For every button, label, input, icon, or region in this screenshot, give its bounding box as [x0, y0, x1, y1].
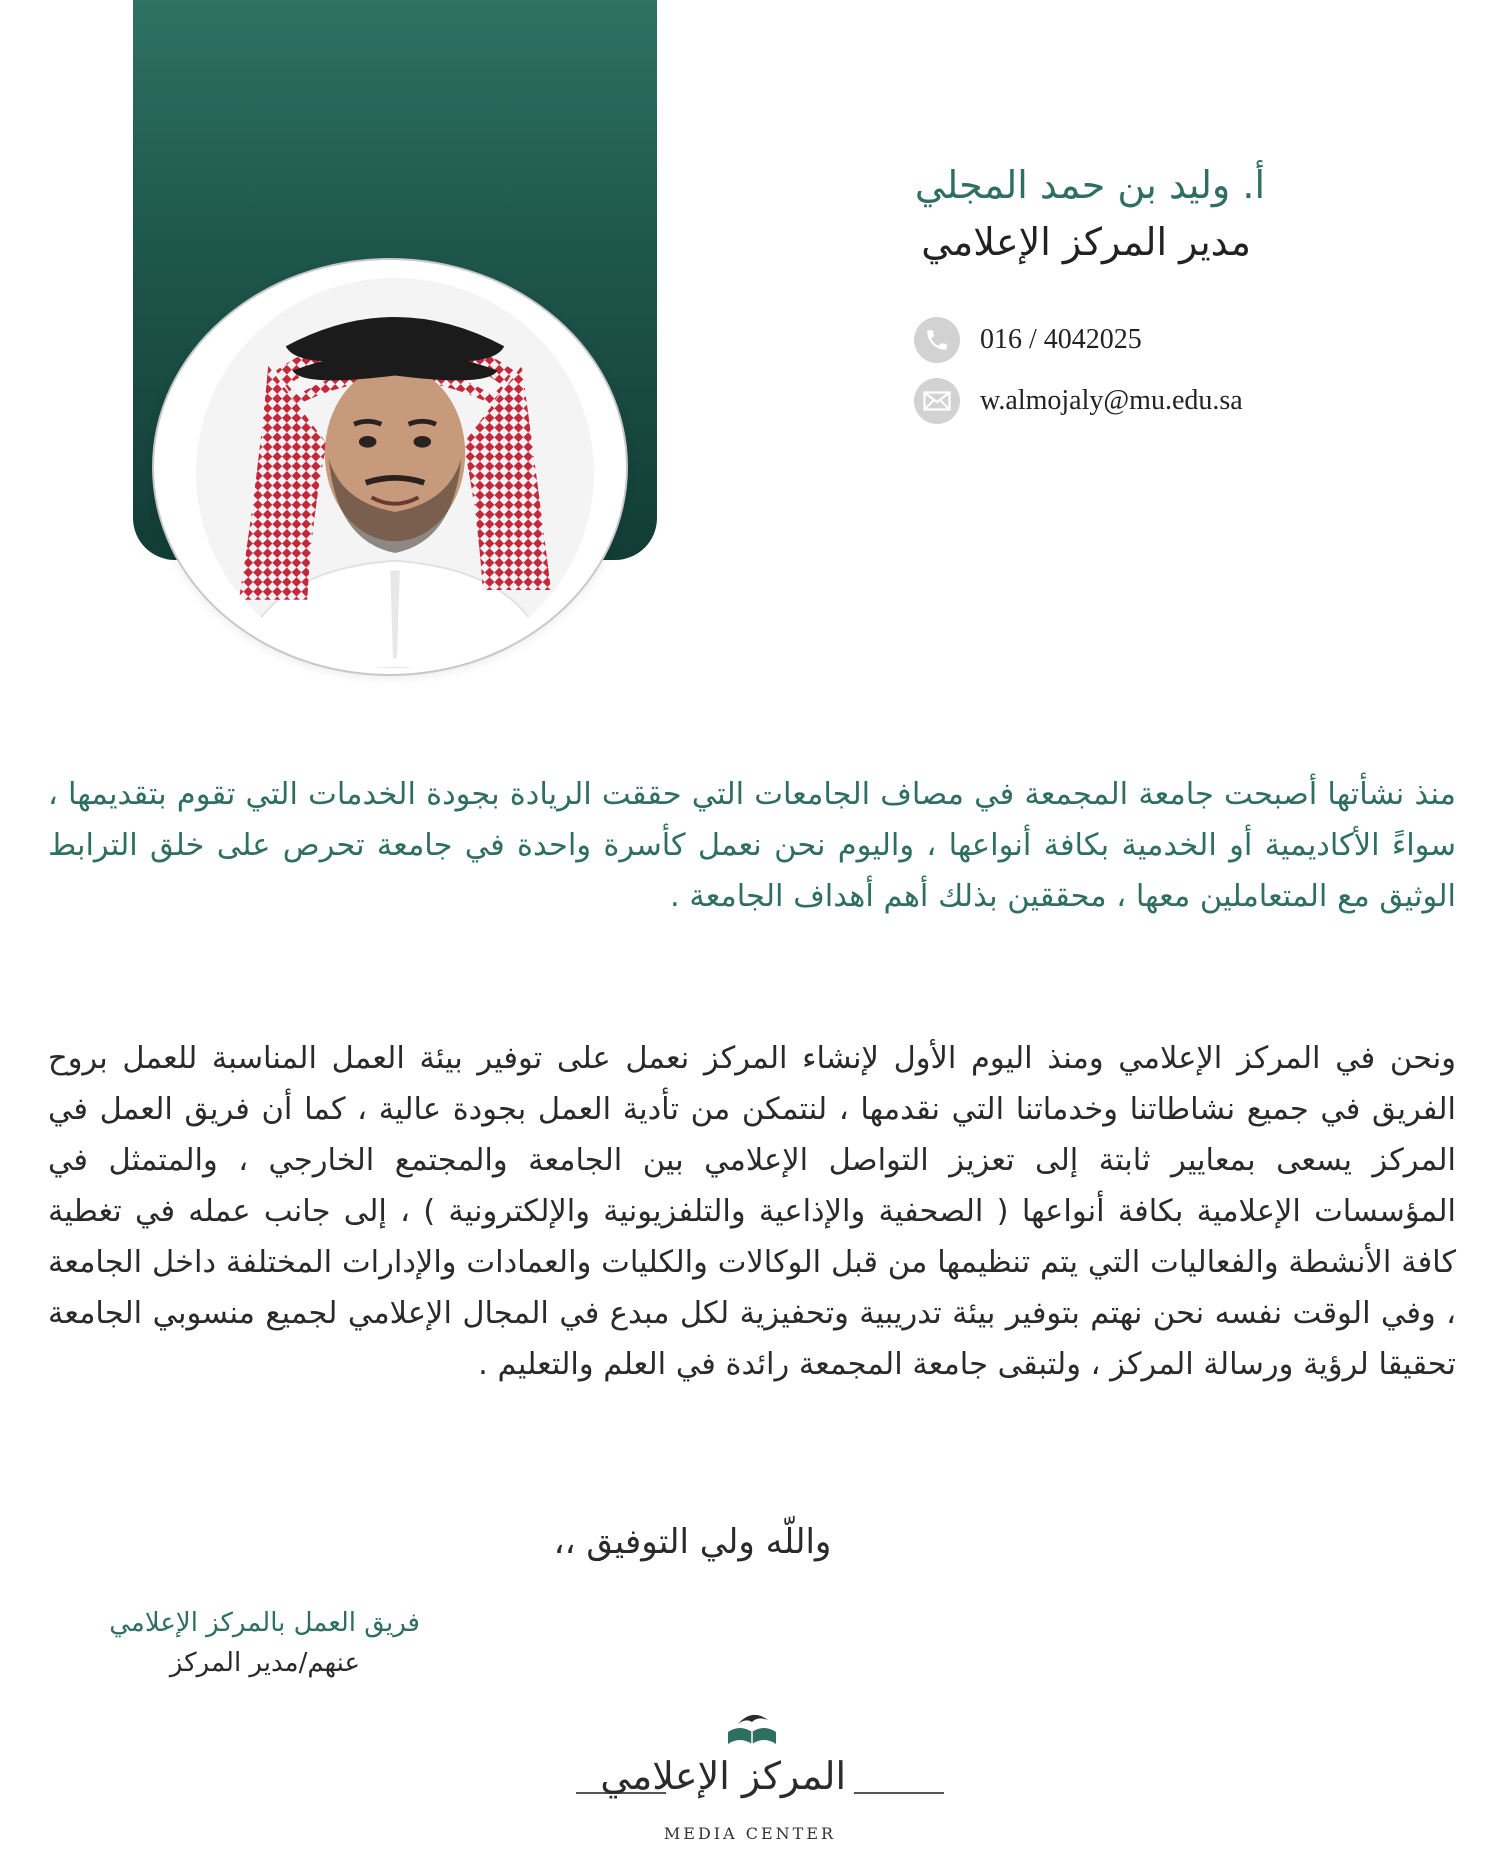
intro-paragraph: منذ نشأتها أصبحت جامعة المجمعة في مصاف الجامعات التي حققت الريادة بجودة الخدمات التي تقوم بتقديمها ، سواءً الأكاديمية أو الخدمية بكافة أنواعها ، واليوم نحن نعمل كأسرة واحدة في جامعة تحرص على خلق الترابط الوثيق مع المتعاملين معها ، محققين بذلك أهم أهداف الجامعة . [48, 776, 1456, 914]
media-center-paragraph: ونحن في المركز الإعلامي ومنذ اليوم الأول لإنشاء المركز نعمل على توفير بيئة العمل المناسبة للعمل بروح الفريق في جميع نشاطاتنا وخدماتنا التي نقدمها ، لنتمكن من تأدية العمل بجودة عالية ، كما أن فريق العمل في المركز يسعى بمعايير ثابتة إلى تعزيز التواصل الإعلامي بين الجامعة والمجتمع الخارجي ، والمتمثل في المؤسسات الإعلامية بكافة أنواعها ( الصحفية والإذاعية والتلفزيونية والإلكترونية ) ، إلى جانب عمله في تغطية كافة الأنشطة والفعاليات التي يتم تنظيمها من قبل الوكالات والكليات والعمادات والإدارات المختلفة داخل الجامعة ، وفي الوقت نفسه نحن نهتم بتوفير بيئة تدريبية وتحفيزية لكل مبدع في المجال الإعلامي لجميع منسوبي الجامعة تحقيقا لرؤية ورسالة المركز ، ولتبقى جامعة المجمعة رائدة في العلم والتعليم . [48, 1040, 1456, 1382]
director-name: أ. وليد بن حمد المجلي [914, 163, 1265, 207]
closing-text: واللّه ولي التوفيق ،، [553, 1522, 832, 1562]
email-address[interactable]: w.almojaly@mu.edu.sa [980, 385, 1243, 416]
email-icon [914, 378, 960, 424]
phone-row [914, 317, 1142, 363]
signature-team: فريق العمل بالمركز الإعلامي [109, 1608, 420, 1638]
email-row [914, 378, 1243, 424]
signature-director: عنهم/مدير المركز [169, 1648, 360, 1678]
logo-arabic-text: المركز الإعلامي [600, 1754, 846, 1798]
book-logo-icon [722, 1706, 782, 1752]
director-portrait [196, 278, 594, 668]
phone-icon [914, 317, 960, 363]
logo-english-text: MEDIA CENTER [663, 1824, 837, 1843]
phone-number[interactable]: 016 / 4042025 [980, 324, 1142, 355]
director-role: مدير المركز الإعلامي [921, 220, 1251, 264]
logo-divider-right [854, 1792, 944, 1794]
closing-line [0, 1522, 1505, 1562]
media-center-logo [570, 1706, 930, 1856]
